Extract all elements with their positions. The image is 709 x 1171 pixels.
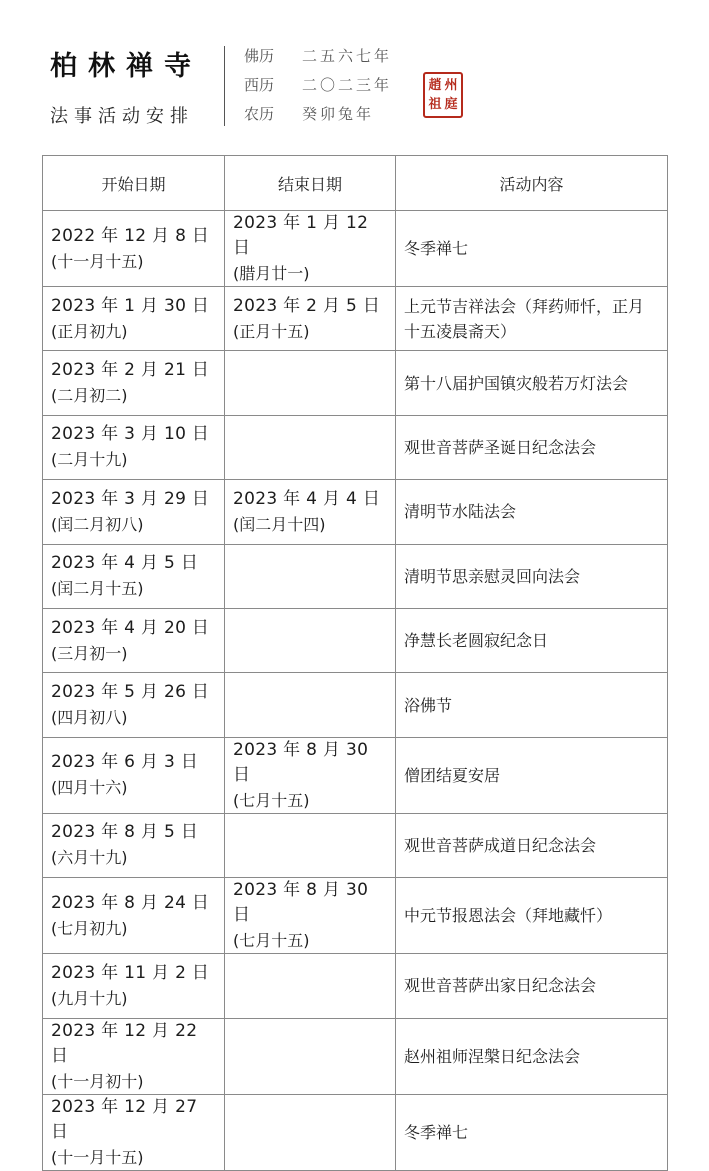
start-date-cell (43, 673, 225, 737)
start-date-cell (43, 351, 225, 415)
activity-cell: 冬季禅七 (396, 211, 668, 287)
start-date-cell (43, 211, 225, 287)
start-lunar-date: (四月初八) (51, 708, 128, 728)
start-gregorian-date: 2023 年 11 月 2 日 (51, 962, 210, 983)
start-date-cell (43, 608, 225, 672)
activity-cell: 观世音菩萨圣诞日纪念法会 (396, 415, 668, 479)
table-row (43, 415, 668, 479)
start-lunar-date: (七月初九) (51, 918, 128, 938)
end-lunar-date: (闰二月十四) (233, 514, 326, 534)
column-header-end-date: 结束日期 (225, 156, 396, 211)
activity-cell: 中元节报恩法会（拜地藏忏） (396, 878, 668, 954)
activity-cell: 冬季禅七 (396, 1094, 668, 1170)
start-lunar-date: (四月十六) (51, 778, 128, 798)
table-row (43, 1018, 668, 1094)
start-lunar-date: (十一月十五) (51, 1147, 144, 1167)
start-gregorian-date: 2023 年 8 月 5 日 (51, 822, 199, 843)
activity-cell: 浴佛节 (396, 673, 668, 737)
end-date-cell (225, 673, 396, 737)
page-header (0, 0, 709, 140)
start-date-cell (43, 954, 225, 1018)
seal-char: 州 (444, 78, 458, 93)
calendar-row-western (244, 74, 392, 103)
start-date-cell (43, 287, 225, 351)
end-gregorian-date: 2023 年 1 月 12 日 (233, 213, 369, 258)
start-gregorian-date: 2023 年 8 月 24 日 (51, 892, 210, 913)
start-lunar-date: (九月十九) (51, 988, 128, 1008)
start-date-cell (43, 544, 225, 608)
end-gregorian-date: 2023 年 2 月 5 日 (233, 295, 381, 316)
start-date-cell (43, 415, 225, 479)
start-gregorian-date: 2022 年 12 月 8 日 (51, 225, 210, 246)
table-header-row (43, 156, 668, 211)
start-gregorian-date: 2023 年 12 月 22 日 (51, 1020, 198, 1066)
start-gregorian-date: 2023 年 2 月 21 日 (51, 360, 210, 381)
red-seal-stamp (423, 72, 463, 118)
end-gregorian-date: 2023 年 4 月 4 日 (233, 488, 381, 509)
calendar-row-buddhist (244, 45, 392, 74)
end-date-cell (225, 737, 396, 813)
start-date-cell (43, 480, 225, 544)
start-gregorian-date: 2023 年 4 月 5 日 (51, 553, 199, 574)
start-lunar-date: (十一月十五) (51, 251, 144, 271)
table-body (43, 211, 668, 1171)
page-subtitle: 法事活动安排 (50, 106, 194, 127)
activity-cell: 上元节吉祥法会（拜药师忏，正月十五凌晨斋天） (396, 287, 668, 351)
column-header-activity: 活动内容 (396, 156, 668, 211)
end-date-cell (225, 287, 396, 351)
end-date-cell (225, 1094, 396, 1170)
start-gregorian-date: 2023 年 3 月 10 日 (51, 424, 210, 445)
end-date-cell (225, 813, 396, 877)
start-lunar-date: (闰二月十五) (51, 579, 144, 599)
activity-cell: 观世音菩萨成道日纪念法会 (396, 813, 668, 877)
table-row (43, 480, 668, 544)
table-row (43, 878, 668, 954)
start-lunar-date: (六月十九) (51, 848, 128, 868)
start-lunar-date: (二月初二) (51, 386, 128, 406)
activity-cell: 赵州祖师涅槃日纪念法会 (396, 1018, 668, 1094)
table-row (43, 737, 668, 813)
start-date-cell (43, 878, 225, 954)
start-lunar-date: (正月初九) (51, 321, 128, 341)
start-lunar-date: (闰二月初八) (51, 514, 144, 534)
start-gregorian-date: 2023 年 4 月 20 日 (51, 617, 210, 638)
start-gregorian-date: 2023 年 12 月 27 日 (51, 1096, 198, 1142)
table-row (43, 1094, 668, 1170)
seal-char: 庭 (444, 97, 458, 112)
calendar-value: 二〇二三年 (302, 76, 393, 94)
activity-cell: 净慧长老圆寂纪念日 (396, 608, 668, 672)
table-row (43, 608, 668, 672)
end-lunar-date: (正月十五) (233, 321, 310, 341)
column-header-start-date: 开始日期 (43, 156, 225, 211)
end-gregorian-date: 2023 年 8 月 30 日 (233, 880, 369, 926)
table-row (43, 287, 668, 351)
calendar-label: 佛历 (244, 47, 275, 65)
end-gregorian-date: 2023 年 8 月 30 日 (233, 739, 369, 785)
start-date-cell (43, 1094, 225, 1170)
end-date-cell (225, 415, 396, 479)
end-date-cell (225, 878, 396, 954)
table-row (43, 813, 668, 877)
end-date-cell (225, 608, 396, 672)
table-row (43, 211, 668, 287)
end-date-cell (225, 211, 396, 287)
start-date-cell (43, 737, 225, 813)
end-date-cell (225, 1018, 396, 1094)
end-date-cell (225, 351, 396, 415)
start-lunar-date: (二月十九) (51, 450, 128, 470)
table-row (43, 544, 668, 608)
table-row (43, 954, 668, 1018)
end-lunar-date: (七月十五) (233, 931, 310, 951)
table-row (43, 351, 668, 415)
header-divider (224, 46, 225, 126)
start-gregorian-date: 2023 年 1 月 30 日 (51, 295, 210, 316)
activity-cell: 清明节思亲慰灵回向法会 (396, 544, 668, 608)
calendar-year-list (244, 45, 392, 132)
end-date-cell (225, 480, 396, 544)
start-lunar-date: (十一月初十) (51, 1071, 144, 1091)
activity-cell: 清明节水陆法会 (396, 480, 668, 544)
table-row (43, 673, 668, 737)
seal-char: 祖 (428, 97, 442, 112)
calendar-label: 西历 (244, 76, 275, 94)
calendar-value: 癸卯兔年 (302, 105, 375, 123)
calendar-row-lunar (244, 103, 392, 132)
start-lunar-date: (三月初一) (51, 643, 128, 663)
activity-cell: 第十八届护国镇灾般若万灯法会 (396, 351, 668, 415)
start-date-cell (43, 1018, 225, 1094)
calendar-value: 二五六七年 (302, 47, 393, 65)
temple-name: 柏林禅寺 (50, 51, 202, 82)
start-date-cell (43, 813, 225, 877)
seal-char: 趙 (428, 78, 442, 93)
start-gregorian-date: 2023 年 3 月 29 日 (51, 488, 210, 509)
start-gregorian-date: 2023 年 6 月 3 日 (51, 752, 199, 773)
end-lunar-date: (七月十五) (233, 790, 310, 810)
ceremony-schedule-table (42, 155, 668, 1171)
end-lunar-date: (腊月廿一) (233, 264, 310, 283)
calendar-label: 农历 (244, 105, 275, 123)
end-date-cell (225, 954, 396, 1018)
activity-cell: 观世音菩萨出家日纪念法会 (396, 954, 668, 1018)
start-gregorian-date: 2023 年 5 月 26 日 (51, 682, 210, 703)
activity-cell: 僧团结夏安居 (396, 737, 668, 813)
end-date-cell (225, 544, 396, 608)
